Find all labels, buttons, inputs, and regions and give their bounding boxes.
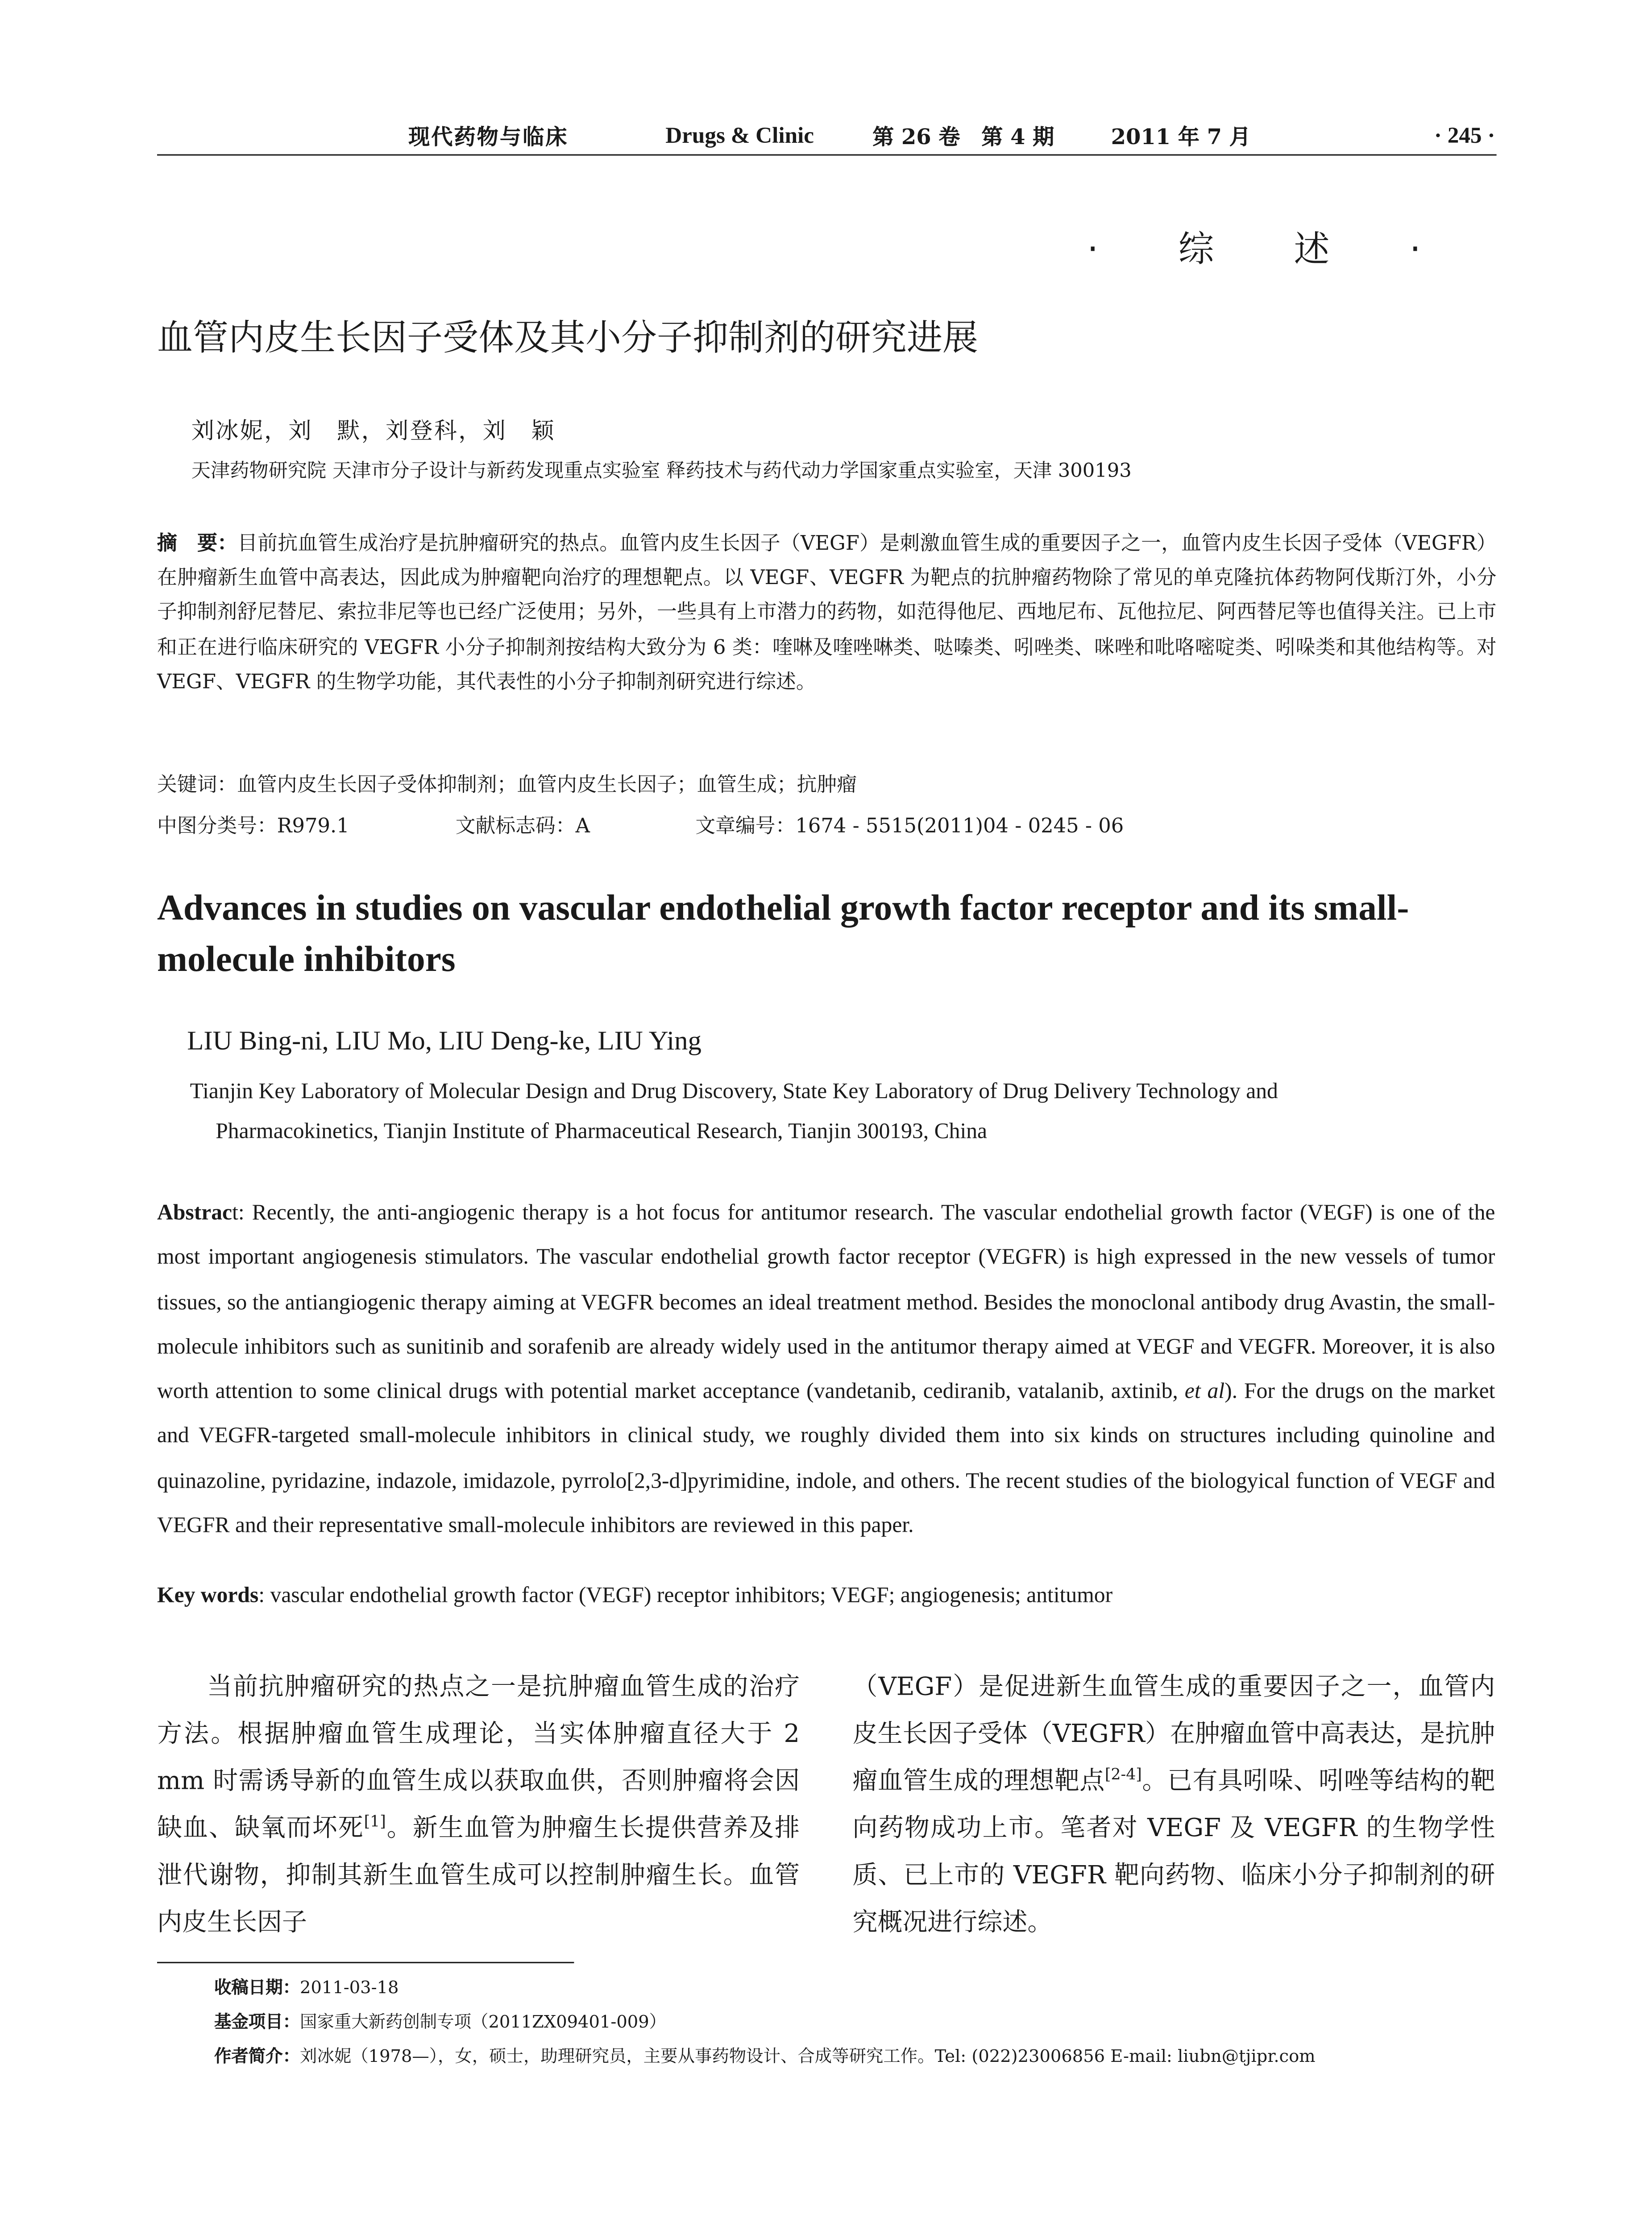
header-page-number: · 245 · [1434, 124, 1495, 149]
section-label: · 综 述 · [1087, 228, 1455, 270]
footnote-fund-value: 国家重大新药创制专项（2011ZX09401-009） [300, 2011, 667, 2032]
footnote-received-label: 收稿日期： [214, 1978, 300, 1998]
citation-1[interactable]: [1] [364, 1812, 386, 1831]
abstract-en-etal: et al [1184, 1379, 1225, 1404]
header-rule [157, 154, 1497, 156]
keywords-cn-text: 血管内皮生长因子受体抑制剂；血管内皮生长因子；血管生成；抗肿瘤 [237, 774, 857, 797]
title-en: Advances in studies on vascular endothelial growth factor receptor and its small-molecule inhibitors [157, 887, 1409, 980]
abstract-en [157, 1191, 1495, 1548]
header-journal-en: Drugs & Clinic [665, 124, 814, 149]
affiliation-en-line1: Tianjin Key Laboratory of Molecular Design and Drug Discovery, State Key Laboratory of Drug Delivery Technology and [190, 1079, 1278, 1104]
authors-en: LIU Bing-ni, LIU Mo, LIU Deng-ke, LIU Ying [187, 1026, 701, 1057]
document-code-value: A [575, 815, 590, 838]
affiliation-en [190, 1072, 1495, 1152]
footnote-received [214, 1975, 398, 1999]
footnote-author [214, 2043, 1316, 2067]
footnote-received-value: 2011-03-18 [300, 1978, 399, 1998]
body-left-text-2: 。新生血管为肿瘤生长提供营养及排泄代谢物，抑制其新生血管生成可以控制肿瘤生长。血管内皮生长因子 [157, 1815, 800, 1938]
clc-label: 中图分类号： [157, 815, 277, 838]
clc-value: R979.1 [277, 815, 349, 838]
document-code [456, 811, 590, 840]
keywords-en-label: Key words [157, 1583, 259, 1608]
body-column-right [852, 1665, 1495, 1948]
footnote-author-value: 刘冰妮（1978—），女，硕士，助理研究员，主要从事药物设计、合成等研究工作。Tel: (022)23006856 E-mail: liubn@tjipr.com [300, 2046, 1316, 2066]
article-number [695, 811, 1124, 840]
article-number-label: 文章编号： [695, 815, 796, 838]
body-column-left [157, 1665, 800, 1948]
header-date: 2011 年 7 月 [1111, 124, 1251, 150]
abstract-en-text-2: ). For the drugs on the market and VEGFR-targeted small-molecule inhibitors in clinical study, we roughly divided them into six kinds on structures including quinoline and quinazoline, pyridazine, indazole, imidazole, pyrrolo[2,3-d]pyrimidine, indole, and others. The recent studies of the biologyical function of VEGF and VEGFR and their representative small-molecule inhibitors are reviewed in this paper. [157, 1379, 1495, 1538]
affiliation-cn: 天津药物研究院 天津市分子设计与新药发现重点实验室 释药技术与药代动力学国家重点实验室，天津 300193 [191, 460, 1132, 483]
keywords-cn [157, 770, 857, 798]
footnote-rule [157, 1962, 574, 1963]
abstract-en-label-rest: t: [232, 1201, 252, 1225]
keywords-en-text: : vascular endothelial growth factor (VEGF) receptor inhibitors; VEGF; angiogenesis; antitumor [258, 1583, 1113, 1608]
document-code-label: 文献标志码： [455, 815, 576, 838]
abstract-en-label: Abstrac [157, 1201, 232, 1225]
authors-cn: 刘冰妮，刘 默，刘登科，刘 颖 [191, 417, 556, 444]
footnote-fund-label: 基金项目： [214, 2011, 300, 2032]
clc-number [157, 811, 349, 840]
keywords-en [157, 1584, 1112, 1609]
header-volume-issue: 第 26 卷 第 4 期 [872, 124, 1054, 150]
header-journal-cn: 现代药物与临床 [408, 124, 569, 150]
title-cn: 血管内皮生长因子受体及其小分子抑制剂的研究进展 [157, 317, 979, 359]
body-left-text-1: 当前抗肿瘤研究的热点之一是抗肿瘤血管生成的治疗方法。根据肿瘤血管生成理论，当实体肿瘤直径大于 2 mm 时需诱导新的血管生成以获取血供，否则肿瘤将会因缺血、缺氧而坏死 [157, 1673, 800, 1844]
footnote-author-label: 作者简介： [214, 2046, 300, 2066]
article-number-value: 1674 - 5515(2011)04 - 0245 - 06 [795, 815, 1124, 838]
abstract-cn-text: 目前抗血管生成治疗是抗肿瘤研究的热点。血管内皮生长因子（VEGF）是刺激血管生成的重要因子之一，血管内皮生长因子受体（VEGFR）在肿瘤新生血管中高表达，因此成为肿瘤靶向治疗的理想靶点。以 VEGF、VEGFR 为靶点的抗肿瘤药物除了常见的单克隆抗体药物阿伐斯汀外，小分子抑制剂舒尼替尼、索拉非尼等也已经广泛使用；另外，一些具有上市潜力的药物，如范得他尼、西地尼布、瓦他拉尼、阿西替尼等也值得关注。已上市和正在进行临床研究的 VEGFR 小分子抑制剂按结构大致分为 6 类：喹啉及喹唑啉类、哒嗪类、吲唑类、咪唑和吡咯嘧啶类、吲哚类和其他结构等。对 VEGF、VEGFR 的生物学功能，其代表性的小分子抑制剂研究进行综述。 [157, 532, 1497, 694]
keywords-cn-label: 关键词： [157, 774, 237, 797]
citation-2-4[interactable]: [2-4] [1104, 1765, 1142, 1784]
footnote-fund [214, 2009, 666, 2033]
body-right-text-1: （VEGF）是促进新生血管生成的重要因子之一，血管内皮生长因子受体（VEGFR）在肿瘤血管中高表达，是抗肿瘤血管生成的理想靶点 [852, 1673, 1495, 1796]
abstract-cn [157, 527, 1497, 700]
body-right-text-2: 。已有具吲哚、吲唑等结构的靶向药物成功上市。笔者对 VEGF 及 VEGFR 的生物学性质、已上市的 VEGFR 靶向药物、临床小分子抑制剂的研究概况进行综述。 [852, 1767, 1495, 1938]
abstract-cn-label: 摘 要： [157, 532, 238, 556]
affiliation-en-line2: Pharmacokinetics, Tianjin Institute of Pharmaceutical Research, Tianjin 300193, China [216, 1119, 988, 1144]
abstract-en-text-1: Recently, the anti-angiogenic therapy is a hot focus for antitumor research. The vascular endothelial growth factor (VEGF) is one of the most important angiogenesis stimulators. The vascular endothelial growth factor receptor (VEGFR) is high expressed in the new vessels of tumor tissues, so the antiangiogenic therapy aiming at VEGFR becomes an ideal treatment method. Besides the monoclonal antibody drug Avastin, the small-molecule inhibitors such as sunitinib and sorafenib are already widely used in the antitumor therapy aimed at VEGF and VEGFR. Moreover, it is also worth attention to some clinical drugs with potential market acceptance (vandetanib, cediranib, vatalanib, axtinib, [157, 1201, 1495, 1404]
